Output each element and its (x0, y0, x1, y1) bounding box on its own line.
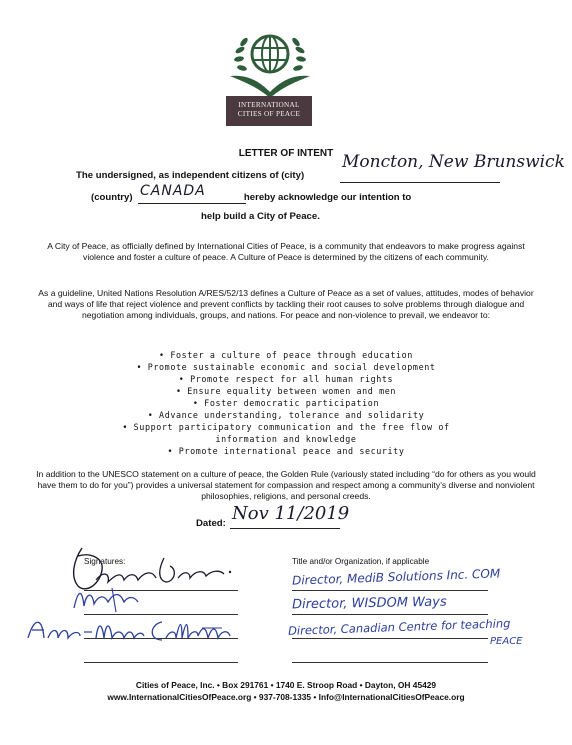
dated-label: Dated: (196, 518, 226, 529)
organization-line-1 (292, 590, 488, 591)
city-handwritten-value: Moncton, New Brunswick (342, 152, 565, 172)
list-item: information and knowledge (215, 434, 357, 444)
organization-line-4 (292, 662, 488, 663)
list-item: • Foster a culture of peace through education (159, 350, 413, 360)
organization-entry-2: Director, WISDOM Ways (291, 594, 447, 613)
organization-entry-1: Director, MediB Solutions Inc. COM (291, 566, 501, 588)
signatures-heading: Signatures: (84, 557, 126, 566)
footer-contact: www.InternationalCitiesOfPeace.org • 937-708-1335 • Info@InternationalCitiesOfPeace.org (107, 692, 465, 702)
logo-banner (226, 96, 312, 126)
list-item: • Ensure equality between women and men (175, 386, 397, 396)
list-item: • Promote respect for all human rights (178, 374, 394, 384)
dated-handwritten-value: Nov 11/2019 (232, 503, 350, 524)
dated-underline (230, 528, 340, 529)
organization-heading: Title and/or Organization, if applicable (292, 557, 430, 566)
paragraph-un-resolution: As a guideline, United Nations Resolution A/RES/52/13 defines a Culture of Peace as a set of values, attitudes, modes of behavior and ways of life that reject violence and prevent conflicts by tackling their root causes to solve problems through dialogue and negotiation among individuals, groups, and nations. For peace and non-violence to prevail, we endeavor to: (38, 288, 534, 320)
organization-entry-3: Director, Canadian Centre for teaching (287, 616, 511, 638)
intent-line-ack-text: hereby acknowledge our intention to (243, 192, 412, 203)
intent-line-build: help build a City of Peace. (201, 211, 320, 222)
cities-of-peace-logo (222, 20, 318, 128)
globe-laurel-dove-icon (222, 20, 318, 100)
list-item: • Promote international peace and security (167, 446, 405, 456)
logo-text-line2: CITIES OF PEACE (237, 110, 301, 118)
paragraph-definition: A City of Peace, as officially defined by International Cities of Peace, is a community that endeavors to make progress against violence and foster a culture of peace. A Culture of Peace is determined by the citizens of each community. (47, 241, 525, 262)
organization-line-2 (292, 614, 488, 615)
country-label: (country) (91, 192, 133, 203)
logo-text-line1: INTERNATIONAL (238, 101, 300, 109)
country-handwritten-value: CANADA (140, 183, 206, 199)
city-underline (340, 182, 500, 183)
intent-line-city (76, 170, 304, 181)
signature-anne-marie-collette (22, 612, 244, 646)
list-item: • Foster democratic participation (192, 398, 380, 408)
country-underline (138, 203, 246, 204)
document-title: LETTER OF INTENT (238, 148, 334, 159)
footer-address: Cities of Peace, Inc. • Box 291761 • 1740 E. Stroop Road • Dayton, OH 45429 (135, 680, 437, 690)
organization-entry-4: PEACE (490, 636, 523, 647)
intent-line-city-text: The undersigned, as independent citizens of (city) (76, 170, 305, 181)
bullet-list (40, 349, 532, 457)
list-item: • Promote sustainable economic and social development (136, 362, 436, 372)
paragraph-golden-rule: In addition to the UNESCO statement on a culture of peace, the Golden Rule (variously stated including “do for others as you would have them to do for you”) provides a universal statement for compassion and respect among a community’s diverse and nonviolent philosophies, religions, and personal creeds. (36, 469, 536, 501)
organization-line-3 (292, 638, 488, 639)
signature-line-4 (84, 662, 238, 663)
list-item: • Support participatory communication and the free flow of (122, 422, 450, 432)
list-item: • Advance understanding, tolerance and solidarity (147, 410, 425, 420)
